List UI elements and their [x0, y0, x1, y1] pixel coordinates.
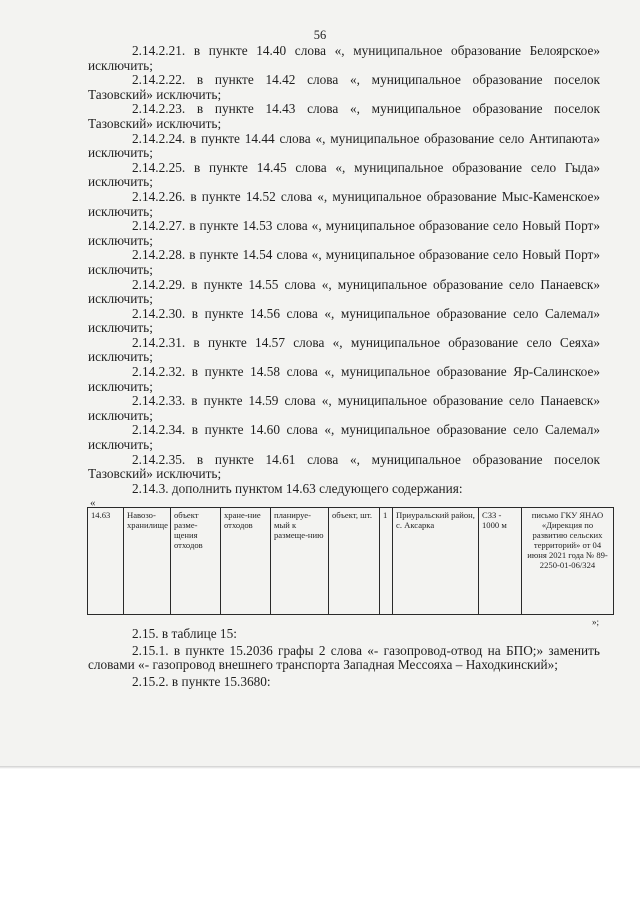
- cell-basis: письмо ГКУ ЯНАО «Дирекция по развитию сельских территорий» от 04 июня 2021 года № 89-2250-01-06/324: [522, 508, 614, 615]
- cell-number: 14.63: [88, 508, 124, 615]
- paragraph: 2.14.2.32. в пункте 14.58 слова «, муниципальное образование Яр-Салинское» исключить;: [88, 364, 600, 394]
- quote-open-mark: «: [90, 497, 96, 509]
- scan-edge: [0, 766, 640, 769]
- cell-zone: СЗЗ - 1000 м: [479, 508, 522, 615]
- table-row: [88, 508, 614, 615]
- paragraph: 2.14.2.35. в пункте 14.61 слова «, муниципальное образование поселок Тазовский» исключить;: [88, 451, 600, 482]
- paragraph: 2.14.2.21. в пункте 14.40 слова «, муниципальное образование Белоярское» исключить;: [88, 43, 600, 73]
- cell-name: Навозо-хранилище: [124, 508, 171, 615]
- cell-status: планируе-мый к размеще-нию: [271, 508, 329, 615]
- cell-purpose: объект разме-щения отходов: [171, 508, 221, 615]
- paragraph: 2.15.1. в пункте 15.2036 графы 2 слова «- газопровод-отвод на БПО;» заменить словами «- газопровод внешнего транспорта Западная Мессояха – Находкинский»;: [88, 642, 600, 673]
- cell-function: хране-ние отходов: [221, 508, 271, 615]
- cell-quantity: 1: [380, 508, 393, 615]
- paragraph: 2.15.2. в пункте 15.3680:: [132, 673, 271, 689]
- amendment-list-continued: [88, 627, 600, 691]
- paragraph: 2.14.2.22. в пункте 14.42 слова «, муниципальное образование поселок Тазовский» исключить;: [88, 72, 600, 102]
- paragraph: 2.14.2.28. в пункте 14.54 слова «, муниципальное образование село Новый Порт» исключить;: [88, 247, 600, 277]
- paragraph: 2.14.2.27. в пункте 14.53 слова «, муниципальное образование село Новый Порт» исключить;: [88, 218, 600, 248]
- object-table: [87, 507, 614, 615]
- paragraph: 2.14.3. дополнить пунктом 14.63 следующего содержания:: [132, 480, 463, 496]
- paragraph: 2.14.2.29. в пункте 14.55 слова «, муниципальное образование село Панаевск» исключить;: [88, 276, 600, 307]
- amendment-list: [88, 44, 600, 496]
- paragraph: 2.14.2.23. в пункте 14.43 слова «, муниципальное образование поселок Тазовский» исключить;: [88, 101, 600, 131]
- quote-close-mark: »;: [592, 617, 600, 627]
- page-number: 56: [313, 28, 327, 42]
- cell-unit: объект, шт.: [329, 508, 380, 615]
- paragraph: 2.14.2.24. в пункте 14.44 слова «, муниципальное образование село Антипаюта» исключить;: [88, 130, 600, 161]
- paragraph: 2.14.2.30. в пункте 14.56 слова «, муниципальное образование село Салемал» исключить;: [88, 305, 600, 336]
- paragraph: 2.14.2.25. в пункте 14.45 слова «, муниципальное образование село Гыда» исключить;: [88, 159, 600, 190]
- paragraph: 2.14.2.33. в пункте 14.59 слова «, муниципальное образование село Панаевск» исключить;: [88, 393, 600, 423]
- paragraph: 2.14.2.31. в пункте 14.57 слова «, муниципальное образование село Сеяха» исключить;: [88, 334, 600, 365]
- paragraph: 2.15. в таблице 15:: [132, 626, 237, 641]
- paragraph: 2.14.2.26. в пункте 14.52 слова «, муниципальное образование Мыс-Каменское» исключить;: [88, 188, 600, 219]
- paragraph: 2.14.2.34. в пункте 14.60 слова «, муниципальное образование село Салемал» исключить;: [88, 422, 600, 453]
- cell-location: Приуральский район, с. Аксарка: [393, 508, 479, 615]
